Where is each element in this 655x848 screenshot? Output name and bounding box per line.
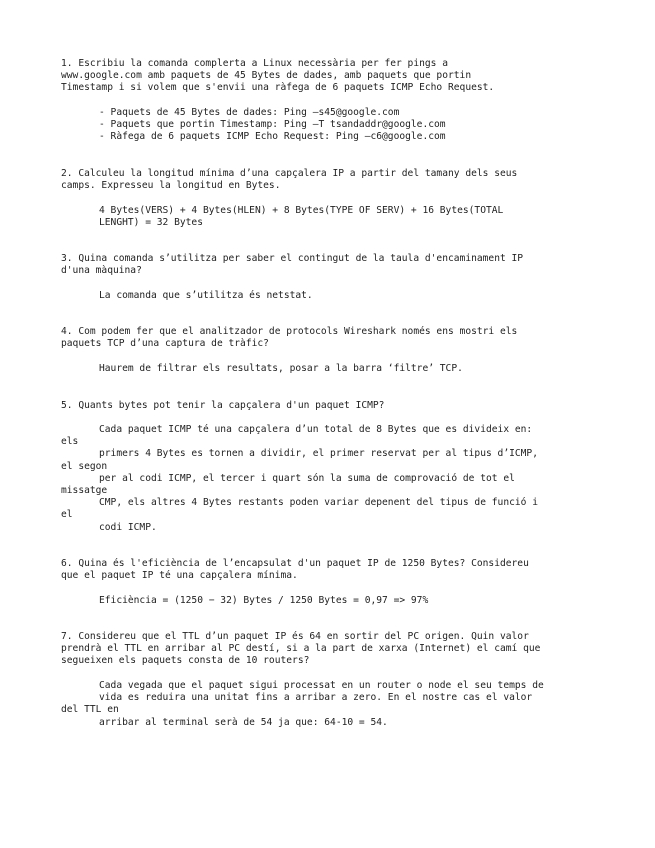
question-text: camps. Expresseu la longitud en Bytes. [61,180,281,192]
answer-text: codi ICMP. [99,521,157,533]
answer-text: Eficiència = (1250 − 32) Bytes / 1250 Bytes = 0,97 => 97% [99,595,429,606]
answer-text: arribar al terminal serà de 54 ja que: 64-10 = 54. [99,716,388,728]
answer-4 [61,363,621,375]
question-text: www.google.com amb paquets de 45 Bytes de dades, amb paquets que portin [61,70,472,82]
answer-3 [61,290,621,302]
question-text: 4. Com podem fer que el analitzador de protocols Wireshark només ens mostri els [61,326,518,337]
answer-text: missatge [61,484,108,496]
answer-text: primers 4 Bytes es tornen a dividir, el primer reservat per al tipus d’ICMP, [99,448,538,460]
answer-7 [61,680,621,729]
question-text: 7. Considereu que el TTL d’un paquet IP és 64 en sortir del PC origen. Quin valor [61,631,529,642]
answer-text: 4 Bytes(VERS) + 4 Bytes(HLEN) + 8 Bytes(TYPE OF SERV) + 16 Bytes(TOTAL [99,205,504,216]
answer-text: LENGHT) = 32 Bytes [99,217,203,229]
answer-text: vida es reduira una unitat fins a arribar a zero. En el nostre cas el valor [99,692,533,704]
answer-text: Cada paquet ICMP té una capçalera d’un total de 8 Bytes que es divideix en: [99,424,533,435]
question-text: prendrà el TTL en arribar al PC destí, si a la part de xarxa (Internet) el camí que [61,643,541,655]
answer-text: per al codi ICMP, el tercer i quart són la suma de comprovació de tot el [99,472,515,484]
question-text: 1. Escribiu la comanda complerta a Linux necessària per fer pings a [61,58,448,69]
question-text: 6. Quina és l'eficiència de l’encapsulat d'un paquet IP de 1250 Bytes? Considereu [61,558,529,569]
answer-2 [61,205,621,229]
answer-text: del TTL en [61,704,119,716]
answer-text: - Paquets que portin Timestamp: Ping –T tsandaddr@google.com [99,119,446,131]
question-1 [61,58,621,95]
question-7 [61,631,621,668]
question-text: Timestamp i si volem que s'envii una ràfega de 6 paquets ICMP Echo Request. [61,82,495,94]
answer-1 [61,107,621,144]
answer-text: els [61,436,79,448]
question-text: 2. Calculeu la longitud mínima d’una capçalera IP a partir del tamany dels seus [61,168,518,179]
question-text: 5. Quants bytes pot tenir la capçalera d'un paquet ICMP? [61,400,385,411]
question-text: paquets TCP d’una captura de tràfic? [61,338,269,350]
question-text: que el paquet IP té una capçalera mínima. [61,570,298,582]
question-6 [61,558,621,582]
question-text: segueixen els paquets consta de 10 routers? [61,655,310,667]
answer-text: La comanda que s’utilitza és netstat. [99,290,313,301]
answer-6 [61,595,621,607]
question-2 [61,168,621,192]
answer-text: el segon [61,460,108,472]
answer-text: - Ràfega de 6 paquets ICMP Echo Request: Ping –c6@google.com [99,131,446,143]
answer-text: - Paquets de 45 Bytes de dades: Ping –s45@google.com [99,107,400,118]
question-5 [61,400,621,412]
question-text: d'una màquina? [61,265,142,277]
answer-text: CMP, els altres 4 Bytes restants poden variar depenent del tipus de funció i [99,497,538,509]
question-3 [61,253,621,277]
answer-5 [61,424,621,534]
answer-text: el [61,509,73,521]
question-text: 3. Quina comanda s’utilitza per saber el contingut de la taula d'encaminament IP [61,253,524,264]
question-4 [61,326,621,350]
answer-text: Haurem de filtrar els resultats, posar a la barra ‘filtre’ TCP. [99,363,463,374]
answer-text: Cada vegada que el paquet sigui processat en un router o node el seu temps de [99,680,544,691]
